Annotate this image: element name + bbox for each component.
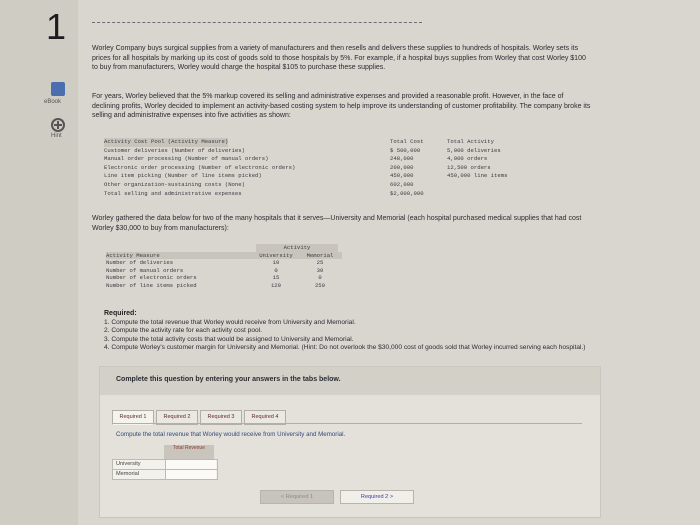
cell-total-activity: 5,000 deliveries [447,146,501,154]
activity-cost-table [104,138,544,198]
header-university: University [259,251,293,259]
cell-total-activity: 4,000 orders [447,155,488,163]
hint-label[interactable]: Hint [51,133,62,139]
cell-total-activity: 12,500 orders [447,163,491,171]
header-total-revenue: Total Revenue [164,445,214,459]
cell-measure: Number of manual orders [106,266,184,274]
table-row [104,164,544,173]
cell-university: 15 [272,274,280,282]
cell-memorial: 250 [314,281,326,289]
cell-measure: Number of line items picked [106,281,197,289]
question-number: 1 [46,6,67,47]
prev-required-button[interactable]: < Required 1 [260,490,334,504]
table-header-row [106,252,342,260]
cell-memorial: 30 [316,266,324,274]
left-rail [0,0,78,525]
cell-total-activity: 450,000 line items [447,172,508,180]
cell-activity: Customer deliveries (Number of deliveries) [104,146,245,154]
tab-required-2[interactable]: Required 2 [156,410,198,425]
table-row [106,259,342,267]
hospital-activity-table [106,244,342,290]
tab-required-1[interactable]: Required 1 [112,410,154,425]
cell-activity: Line item picking (Number of line items picked) [104,172,262,180]
memorial-revenue-input[interactable] [165,470,216,479]
cell-memorial: 0 [318,274,322,282]
required-item: 3. Compute the total activity costs that would be assigned to University and Memorial. [104,335,354,343]
cell-cost: 200,000 [390,163,414,171]
cell-measure: Number of electronic orders [106,274,197,282]
cell-memorial: 25 [316,259,324,267]
cell-cost: 602,000 [390,180,414,188]
tab-instruction: Compute the total revenue that Worley would receive from University and Memorial. [116,431,346,438]
required-heading: Required: [104,310,137,317]
cell-activity: Other organization-sustaining costs (None) [104,180,245,188]
header-activity-measure: Activity Measure [106,251,160,259]
intro-paragraph-1: Worley Company buys surgical supplies from a variety of manufacturers and then resells and delivers these supplies to hundreds of hospitals. Worley sets its prices for all hospitals by marking up its cost of goods sold to those hospitals by 5%. For example, if a hospital buys supplies from Worley that cost Worley $100 to buy from manufacturers, Worley would charge the hospital $105 to purchase these supplies. [92,45,586,71]
tab-required-3[interactable]: Required 3 [200,410,242,425]
header-total-cost: Total Cost [390,138,424,145]
table-header-row [104,138,544,147]
table-total-row [104,190,544,199]
table-row [106,267,342,275]
table-row [104,172,544,181]
row-label-university: University [116,461,141,467]
required-item: 2. Compute the activity rate for each activity cost pool. [104,327,262,335]
answer-row-memorial [112,469,218,480]
required-item: 4. Compute Worley's customer margin for University and Memorial. (Hint: Do not overlook the $30,000 cost of goods sold that Worley incurred serving each hospital.) [104,344,586,352]
answer-panel [99,366,601,518]
tabs-divider [112,423,582,424]
panel-heading: Complete this question by entering your answers in the tabs below. [116,376,341,383]
required-item: 1. Compute the total revenue that Worley would receive from University and Memorial. [104,319,356,326]
table-row [104,181,544,190]
table-row [104,155,544,164]
cell-cost: 450,000 [390,172,414,180]
cell-cost: 248,000 [390,155,414,163]
cell-university: 0 [274,266,278,274]
cell-university: 120 [270,281,282,289]
header-total-activity: Total Activity [447,138,494,145]
cell-university: 10 [272,259,280,267]
cell-activity: Manual order processing (Number of manual orders) [104,155,269,163]
table-row [106,282,342,290]
table-group-header-row [106,244,342,252]
cell-activity: Electronic order processing (Number of electronic orders) [104,163,296,171]
intro-paragraph-2: For years, Worley believed that the 5% markup covered its selling and administrative expenses and provided a reasonable profit. However, in the face of declining profits, Worley decided to implement an activity-based costing system to help improve its understanding of customer profitability. The company broke its selling and administrative expenses into five activities as shown: [92,93,591,119]
header-divider [92,22,422,23]
cell-cost: $2,000,000 [390,189,424,197]
row-label-memorial: Memorial [116,471,140,477]
table-row [106,274,342,282]
cell-cost: $ 500,000 [390,146,421,154]
cell-activity: Total selling and administrative expenses [104,189,242,197]
ebook-icon[interactable] [51,82,65,96]
next-required-button[interactable]: Required 2 > [340,490,414,504]
required-list [104,319,604,353]
header-activity-pool: Activity Cost Pool (Activity Measure) [104,138,229,145]
cell-measure: Number of deliveries [106,259,174,267]
table-row [104,147,544,156]
header-memorial: Memorial [306,251,334,259]
header-activity-group: Activity [256,244,338,252]
ebook-label[interactable]: eBook [44,99,62,105]
panel-header [100,367,600,395]
hint-icon[interactable] [51,118,65,132]
university-revenue-input[interactable] [165,460,216,469]
tab-required-4[interactable]: Required 4 [244,410,286,425]
intro-paragraph-3: Worley gathered the data below for two of the many hospitals that it serves—University and Memorial (each hospital purchased medical supplies that had cost Worley $30,000 to buy from manufacturers): [92,215,582,232]
